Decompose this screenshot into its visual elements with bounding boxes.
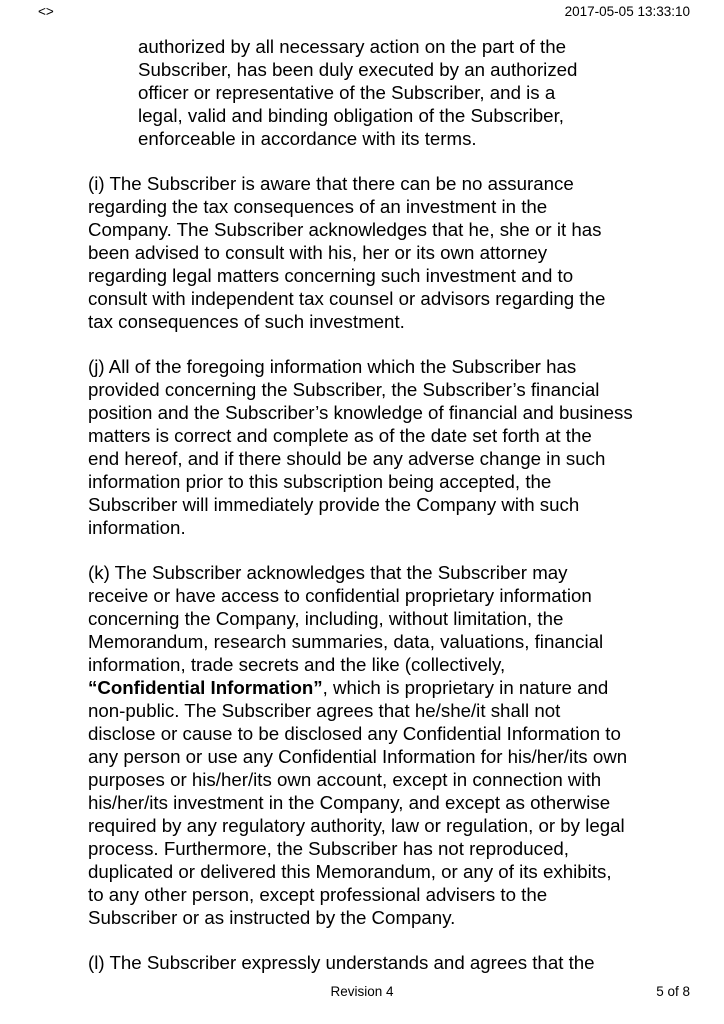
text-line: non-public. The Subscriber agrees that he/she/it shall not	[88, 700, 561, 721]
document-body	[88, 35, 648, 974]
paragraph-clause-l	[88, 951, 648, 974]
text-line: “Confidential Information”, which is proprietary in nature and	[88, 677, 609, 698]
text-line: regarding the tax consequences of an investment in the	[88, 196, 548, 217]
text-line: process. Furthermore, the Subscriber has not reproduced,	[88, 838, 569, 859]
page-header	[38, 4, 690, 20]
text-line: consult with independent tax counsel or advisors regarding the	[88, 288, 606, 309]
text-line: information.	[88, 517, 186, 538]
footer-page-indicator: 5 of 8	[656, 984, 690, 999]
text-line: purposes or his/her/its own account, except in connection with	[88, 769, 602, 790]
header-timestamp: 2017-05-05 13:33:10	[564, 4, 690, 19]
text-line: (i) The Subscriber is aware that there can be no assurance	[88, 173, 574, 194]
bold-defined-term: “Confidential Information”	[88, 677, 323, 698]
text-line: concerning the Company, including, without limitation, the	[88, 608, 564, 629]
text-line: Subscriber, has been duly executed by an authorized	[138, 59, 578, 80]
header-device-tag: <>	[38, 4, 54, 19]
text-line: duplicated or delivered this Memorandum, or any of its exhibits,	[88, 861, 612, 882]
text-line: (k) The Subscriber acknowledges that the Subscriber may	[88, 562, 568, 583]
text-line: required by any regulatory authority, law or regulation, or by legal	[88, 815, 625, 836]
text-line: information, trade secrets and the like (collectively,	[88, 654, 506, 675]
text-line: position and the Subscriber’s knowledge of financial and business	[88, 402, 633, 423]
text-line: Company. The Subscriber acknowledges that he, she or it has	[88, 219, 602, 240]
text-line: end hereof, and if there should be any adverse change in such	[88, 448, 606, 469]
text-line: matters is correct and complete as of the date set forth at the	[88, 425, 592, 446]
text-line: his/her/its investment in the Company, and except as otherwise	[88, 792, 611, 813]
paragraph-continuation	[88, 35, 648, 150]
paragraph-clause-k	[88, 561, 648, 929]
paragraph-clause-j	[88, 355, 648, 539]
paragraph-clause-i	[88, 172, 648, 333]
text-line: information prior to this subscription being accepted, the	[88, 471, 552, 492]
text-line: enforceable in accordance with its terms.	[138, 128, 477, 149]
text-line: (l) The Subscriber expressly understands and agrees that the	[88, 952, 595, 973]
text-line: any person or use any Confidential Information for his/her/its own	[88, 746, 628, 767]
text-line: Subscriber will immediately provide the Company with such	[88, 494, 580, 515]
text-line: to any other person, except professional advisers to the	[88, 884, 548, 905]
text-line: disclose or cause to be disclosed any Confidential Information to	[88, 723, 621, 744]
text-line: Memorandum, research summaries, data, valuations, financial	[88, 631, 604, 652]
text-line: provided concerning the Subscriber, the Subscriber’s financial	[88, 379, 600, 400]
text-line: receive or have access to confidential proprietary information	[88, 585, 592, 606]
page-footer	[0, 984, 724, 1000]
text-line: been advised to consult with his, her or its own attorney	[88, 242, 548, 263]
text-line: tax consequences of such investment.	[88, 311, 405, 332]
text-line: (j) All of the foregoing information which the Subscriber has	[88, 356, 577, 377]
text-line: authorized by all necessary action on the part of the	[138, 36, 566, 57]
footer-revision: Revision 4	[330, 984, 394, 999]
text-line: regarding legal matters concerning such investment and to	[88, 265, 574, 286]
text-line: officer or representative of the Subscriber, and is a	[138, 82, 556, 103]
text-line: Subscriber or as instructed by the Company.	[88, 907, 456, 928]
text-line: legal, valid and binding obligation of the Subscriber,	[138, 105, 564, 126]
